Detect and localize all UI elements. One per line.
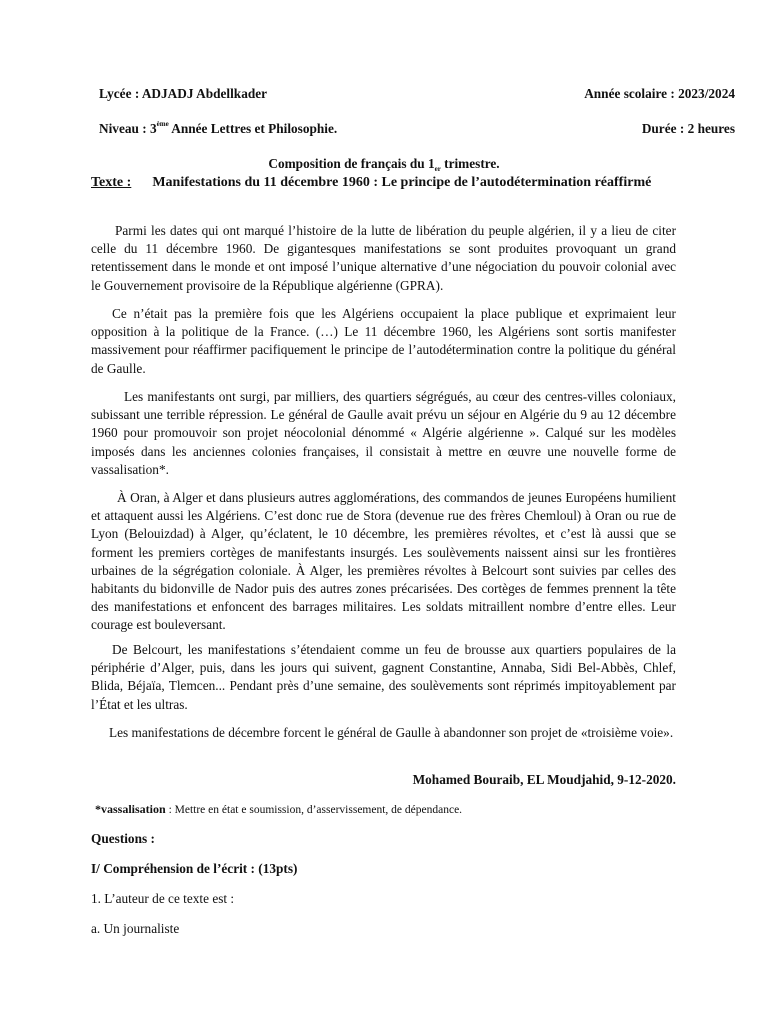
question-1-option-a: a. Un journaliste: [91, 921, 180, 936]
paragraph-1: Parmi les dates qui ont marqué l’histoire de la lutte de libération du peuple algérien, il y a lieu de citer celle du 11 décembre 1960. De gigantesques manifestations se sont produites provoquant un grand retentissement dans le monde et ont imposé l’unique alternative d’une négociation du pouvoir colonial avec le Gouvernement provisoire de la République algérienne (GPRA).: [91, 223, 676, 293]
questions-heading: Questions :: [91, 831, 155, 846]
level-sup: ème: [156, 120, 169, 128]
signature: Mohamed Bouraib, EL Moudjahid, 9-12-2020.: [412, 772, 676, 787]
level-prefix: Niveau : 3: [99, 121, 157, 136]
section-heading: I/ Compréhension de l’écrit : (13pts): [91, 861, 298, 876]
text-title-content: Manifestations du 11 décembre 1960 : Le principe de l’autodétermination réaffirmé: [152, 175, 652, 190]
footnote-definition: : Mettre en état e soumission, d’asservissement, de dépendance.: [165, 804, 463, 816]
duration: Durée : 2 heures: [641, 121, 735, 136]
header-row-1: [99, 86, 735, 102]
text-title: [91, 174, 676, 192]
question-1: 1. L’auteur de ce texte est :: [91, 891, 235, 906]
level-suffix: Année Lettres et Philosophie.: [168, 121, 338, 136]
level: [99, 121, 337, 137]
paragraph-6: Les manifestations de décembre forcent le général de Gaulle à abandonner son projet de «troisième voie».: [109, 725, 674, 740]
composition-prefix: Composition de français du 1: [268, 156, 435, 171]
composition-sub: er: [434, 165, 441, 173]
footnote-term: *vassalisation: [95, 802, 166, 816]
paragraph-4: À Oran, à Alger et dans plusieurs autres agglomérations, des commandos de jeunes Européens humilient et attaquent aussi les Algériens. C’est donc rue de Stora (devenue rue des frères Chemloul) à Oran ou rue de Lyon (Belouizdad) à Alger, qu’éclatent, le 10 décembre, les premières révoltes, et c’est là aussi que se forment les premiers cortèges de manifestants insurgés. Les soulèvements naissent ainsi sur les frontières urbaines de la ségrégation coloniale. À Alger, les premières révoltes à Belcourt sont suivies par celles des habitants du bidonville de Nador puis des autres zones précarisées. Des cortèges de femmes prennent la tête des manifestations et enfoncent des barrages militaires. Les soldats mitraillent nombre d’entre elles. Leur courage est bouleversant.: [91, 490, 676, 633]
composition-title: [0, 156, 768, 172]
footnote: [95, 802, 462, 817]
paragraph-3: Les manifestants ont surgi, par milliers, des quartiers ségrégués, au cœur des centres-villes coloniaux, subissant une terrible répression. Le général de Gaulle avait prévu un séjour en Algérie du 9 au 12 décembre 1960 pour promouvoir son projet néocolonial dénommé « Algérie algérienne ». Calqué sur les modèles imposés dans les anciennes colonies françaises, il consistait à mettre en œuvre une nouvelle forme de vassalisation*.: [91, 389, 676, 477]
paragraph-5: De Belcourt, les manifestations s’étendaient comme un feu de brousse aux quartiers populaires de la périphérie d’Alger, puis, dans les jours qui suivent, gagnent Constantine, Annaba, Sidi Bel-Abbès, Chlef, Blida, Béjaïa, Tlemcen... Pendant près d’une semaine, des soulèvements sont réprimés impitoyablement par l’État et les ultras.: [91, 642, 676, 712]
header-row-2: [99, 121, 735, 137]
composition-suffix: trimestre.: [440, 156, 500, 171]
paragraph-2: Ce n’était pas la première fois que les Algériens occupaient la place publique et exprimaient leur opposition à la politique de la France. (…) Le 11 décembre 1960, les Algériens sont sortis manifester massivement pour réaffirmer pacifiquement le principe de l’autodétermination contre la politique du général de Gaulle.: [91, 306, 676, 376]
text-label: Texte :: [91, 175, 132, 190]
school-year: Année scolaire : 2023/2024: [584, 86, 735, 101]
school-name: Lycée : ADJADJ Abdellkader: [99, 86, 268, 101]
